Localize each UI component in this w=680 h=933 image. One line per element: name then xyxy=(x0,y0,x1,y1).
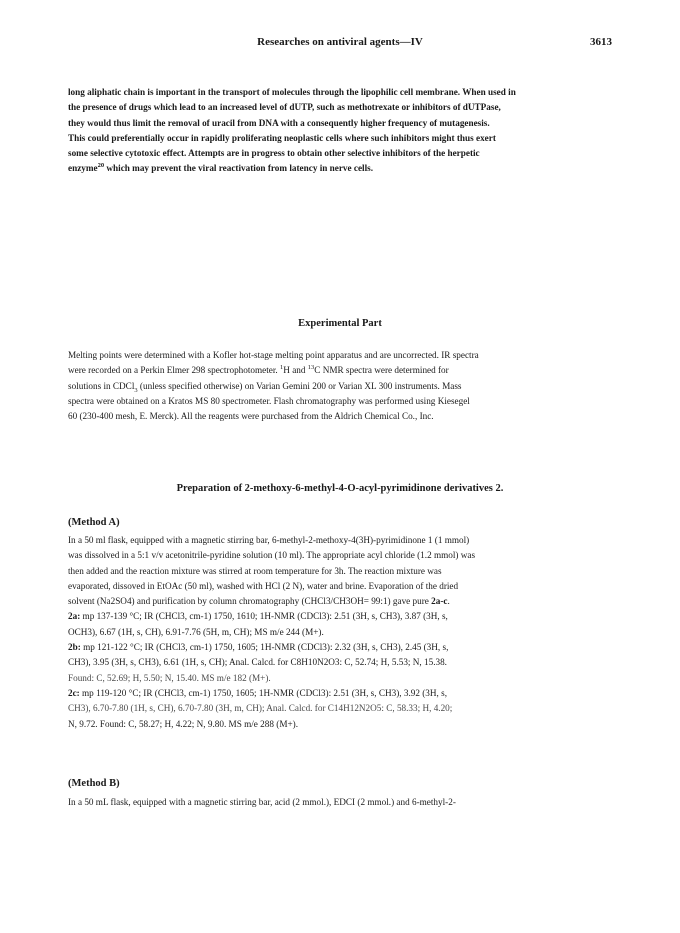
compound-2b-line xyxy=(68,640,616,655)
text-line xyxy=(68,379,616,394)
text-line: then added and the reaction mixture was stirred at room temperature for 3h. The reaction mixture was xyxy=(68,565,442,576)
compound-label: 2a: xyxy=(68,611,81,622)
subscript: 3 xyxy=(134,386,138,394)
text-run: C NMR spectra were determined for xyxy=(314,365,449,376)
text-run: (unless specified otherwise) on Varian Gemini 200 or Varian XL 300 instruments. Mass xyxy=(137,380,462,391)
superscript: 1 xyxy=(280,364,284,372)
text-line: In a 50 mL flask, equipped with a magnetic stirring bar, acid (2 mmol.), EDCI (2 mmol.) and 6-methyl-2- xyxy=(68,797,456,807)
text-run: mp 137-139 °C; IR (CHCl3, cm-1) 1750, 1610; 1H-NMR (CDCl3): 2.51 (3H, s, CH3), 3.87 (3H, s, xyxy=(80,611,448,622)
text-line xyxy=(68,161,616,176)
text-line: some selective cytotoxic effect. Attempts are in progress to obtain other selective inhibitors of the herpetic xyxy=(68,148,480,159)
text-run: enzyme xyxy=(68,163,98,174)
text-run: which may prevent the viral reactivation from latency in nerve cells. xyxy=(104,163,374,174)
running-title: Researches on antiviral agents—IV xyxy=(257,36,423,48)
compound-label: 2c: xyxy=(68,687,80,698)
text-line: In a 50 ml flask, equipped with a magnetic stirring bar, 6-methyl-2-methoxy-4(3H)-pyrimidinone 1 (1 mmol) xyxy=(68,535,470,545)
method-a-heading: (Method A) xyxy=(68,517,120,528)
text-line: long aliphatic chain is important in the transport of molecules through the lipophilic cell membrane. When used in xyxy=(68,87,516,97)
text-run: solutions in CDCl xyxy=(68,380,135,391)
section-heading-preparation: Preparation of 2-methoxy-6-methyl-4-O-acyl-pyrimidinone derivatives 2. xyxy=(176,483,504,494)
text-line: CH3), 6.70-7.80 (1H, s, CH), 6.70-7.80 (3H, m, CH); Anal. Calcd. for C14H12N2O5: C, 58.33; H, 4.20; xyxy=(68,703,453,714)
text-line: the presence of drugs which lead to an increased level of dUTP, such as methotrexate or inhibitors of dUTPase, xyxy=(68,102,501,113)
text-run: . xyxy=(447,596,450,607)
compound-2a-line xyxy=(68,609,616,624)
page-number: 3613 xyxy=(590,36,612,48)
text-line: Found: C, 52.69; H, 5.50; N, 15.40. MS m/e 182 (M+). xyxy=(68,672,271,683)
text-run: mp 121-122 °C; IR (CHCl3, cm-1) 1750, 1605; 1H-NMR (CDCl3): 2.32 (3H, s, CH3), 2.45 (3H, s, xyxy=(80,642,449,653)
method-b-paragraph xyxy=(68,795,616,810)
text-line: CH3), 3.95 (3H, s, CH3), 6.61 (1H, s, CH); Anal. Calcd. for C8H10N2O3: C, 52.74; H, 5.53; N, 15.38. xyxy=(68,657,447,668)
method-b-heading: (Method B) xyxy=(68,778,120,789)
text-line xyxy=(68,363,616,378)
text-line xyxy=(68,594,616,609)
intro-paragraph xyxy=(68,85,616,177)
text-run: solvent (Na2SO4) and purification by column chromatography (CHCl3/CH3OH= 99:1) gave pure xyxy=(68,596,432,607)
text-line: was dissolved in a 5:1 v/v acetonitrile-pyridine solution (10 ml). The appropriate acyl chloride (1.2 mmol) was xyxy=(68,550,476,561)
section-heading-experimental: Experimental Part xyxy=(298,318,382,329)
running-head xyxy=(0,36,680,52)
compound-2c-line xyxy=(68,686,616,701)
text-line: evaporated, dissoved in EtOAc (50 ml), washed with HCl (2 N), water and brine. Evaporation of the dried xyxy=(68,580,459,591)
text-line: Melting points were determined with a Kofler hot-stage melting point apparatus and are uncorrected. IR spectra xyxy=(68,350,479,360)
experimental-paragraph xyxy=(68,348,616,424)
text-line: 60 (230-400 mesh, E. Merck). All the reagents were purchased from the Aldrich Chemical Co., Inc. xyxy=(68,411,434,422)
text-line: OCH3), 6.67 (1H, s, CH), 6.91-7.76 (5H, m, CH); MS m/e 244 (M+). xyxy=(68,626,324,637)
compound-label: 2a-c xyxy=(431,596,448,607)
text-run: mp 119-120 °C; IR (CHCl3, cm-1) 1750, 1605; 1H-NMR (CDCl3): 2.51 (3H, s, CH3), 3.92 (3H, s, xyxy=(79,687,447,698)
superscript: 13 xyxy=(307,364,315,372)
text-line: spectra were obtained on a Kratos MS 80 spectrometer. Flash chromatography was performed using Kiesegel xyxy=(68,395,470,406)
method-a-paragraph xyxy=(68,533,616,732)
compound-label: 2b: xyxy=(68,642,81,653)
text-line: N, 9.72. Found: C, 58.27; H, 4.22; N, 9.80. MS m/e 288 (M+). xyxy=(68,718,299,729)
text-run: H and xyxy=(283,365,308,376)
text-line: they would thus limit the removal of uracil from DNA with a consequently higher frequency of mutagenesis. xyxy=(68,117,490,128)
text-run: were recorded on a Perkin Elmer 298 spectrophotometer. xyxy=(68,365,281,376)
text-line: This could preferentially occur in rapidly proliferating neoplastic cells where such inhibitors might thus exert xyxy=(68,132,496,143)
reference-marker: 20 xyxy=(97,162,105,170)
